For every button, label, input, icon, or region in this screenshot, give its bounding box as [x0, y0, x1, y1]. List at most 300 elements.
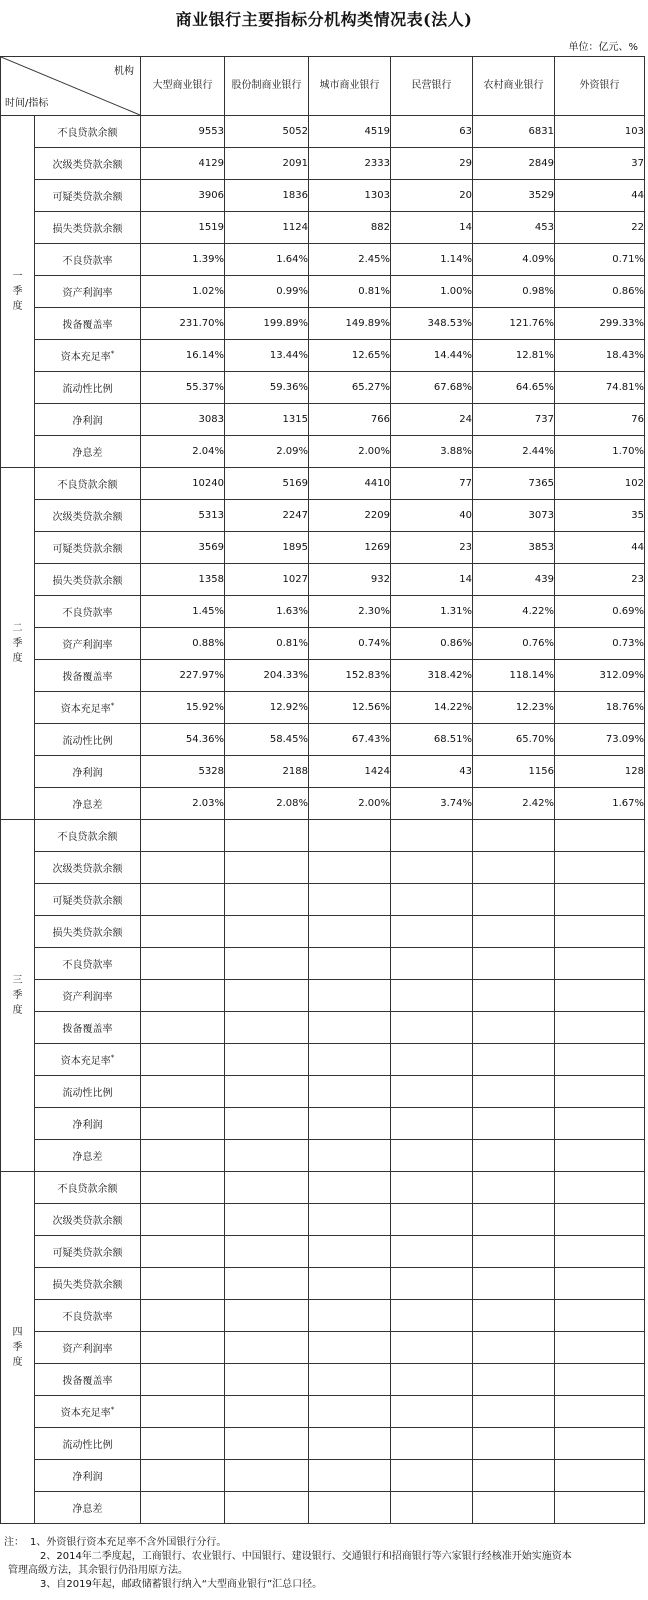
indicator-table	[0, 56, 645, 1524]
data-cell	[473, 1332, 555, 1364]
data-cell: 3569	[141, 532, 225, 564]
data-cell	[473, 1076, 555, 1108]
data-cell: 0.98%	[473, 276, 555, 308]
data-cell: 103	[555, 116, 645, 148]
data-cell	[225, 852, 309, 884]
data-cell	[555, 1204, 645, 1236]
footnote-marker: *	[110, 701, 115, 710]
indicator-label: 资本充足率*	[35, 340, 141, 372]
data-cell	[141, 1140, 225, 1172]
data-cell: 22	[555, 212, 645, 244]
indicator-label: 净息差	[35, 1492, 141, 1524]
table-body	[1, 116, 645, 1524]
data-cell	[555, 1460, 645, 1492]
data-cell: 1.45%	[141, 596, 225, 628]
column-header: 大型商业银行	[141, 57, 225, 116]
data-cell: 14	[391, 564, 473, 596]
data-cell: 1027	[225, 564, 309, 596]
data-cell: 2209	[309, 500, 391, 532]
data-cell: 204.33%	[225, 660, 309, 692]
data-cell: 15.92%	[141, 692, 225, 724]
footnote-text: 管理高级方法，其余银行仍沿用原方法。	[8, 1565, 188, 1576]
unit-label: 单位：亿元、%	[568, 42, 638, 53]
data-cell	[391, 1396, 473, 1428]
data-cell	[555, 1108, 645, 1140]
data-cell: 439	[473, 564, 555, 596]
data-cell: 5052	[225, 116, 309, 148]
data-cell	[391, 1012, 473, 1044]
data-cell	[141, 1428, 225, 1460]
data-cell	[473, 820, 555, 852]
table-row	[1, 596, 645, 628]
data-cell	[473, 1140, 555, 1172]
data-cell: 299.33%	[555, 308, 645, 340]
footnote-marker: *	[110, 349, 115, 358]
data-cell	[309, 1172, 391, 1204]
quarter-label: 四 季 度	[1, 1172, 35, 1524]
data-cell: 3.74%	[391, 788, 473, 820]
data-cell	[473, 1012, 555, 1044]
indicator-label: 可疑类贷款余额	[35, 884, 141, 916]
data-cell	[473, 1044, 555, 1076]
table-row	[1, 660, 645, 692]
table-row	[1, 180, 645, 212]
data-cell	[555, 1428, 645, 1460]
table-row	[1, 1332, 645, 1364]
data-cell	[391, 1300, 473, 1332]
table-row	[1, 1428, 645, 1460]
data-cell	[555, 948, 645, 980]
table-row	[1, 308, 645, 340]
indicator-label: 净利润	[35, 1460, 141, 1492]
data-cell	[391, 1140, 473, 1172]
data-cell	[473, 1172, 555, 1204]
table-row	[1, 628, 645, 660]
header-corner	[1, 57, 141, 116]
data-cell: 2.00%	[309, 788, 391, 820]
data-cell	[225, 1332, 309, 1364]
data-cell: 932	[309, 564, 391, 596]
column-header: 股份制商业银行	[225, 57, 309, 116]
data-cell: 118.14%	[473, 660, 555, 692]
data-cell: 1519	[141, 212, 225, 244]
quarter-label: 二 季 度	[1, 468, 35, 820]
corner-institution-label: 机构	[114, 66, 134, 77]
indicator-label: 损失类贷款余额	[35, 1268, 141, 1300]
indicator-label: 可疑类贷款余额	[35, 180, 141, 212]
data-cell	[141, 1044, 225, 1076]
data-cell: 54.36%	[141, 724, 225, 756]
data-cell	[309, 1108, 391, 1140]
data-cell	[309, 980, 391, 1012]
data-cell	[473, 1108, 555, 1140]
table-row	[1, 1268, 645, 1300]
data-cell	[225, 1268, 309, 1300]
data-cell	[309, 820, 391, 852]
data-cell	[309, 916, 391, 948]
table-row	[1, 1044, 645, 1076]
data-cell: 1.02%	[141, 276, 225, 308]
data-cell: 24	[391, 404, 473, 436]
data-cell: 312.09%	[555, 660, 645, 692]
data-cell	[391, 1460, 473, 1492]
footnote-label: 注：	[4, 1537, 24, 1548]
data-cell: 14.44%	[391, 340, 473, 372]
data-cell: 318.42%	[391, 660, 473, 692]
data-cell	[225, 1076, 309, 1108]
table-row	[1, 1012, 645, 1044]
data-cell	[555, 1236, 645, 1268]
data-cell: 453	[473, 212, 555, 244]
data-cell	[309, 1236, 391, 1268]
data-cell: 4410	[309, 468, 391, 500]
data-cell	[141, 1332, 225, 1364]
data-cell	[225, 1364, 309, 1396]
data-cell: 43	[391, 756, 473, 788]
indicator-label: 流动性比例	[35, 372, 141, 404]
data-cell	[555, 1396, 645, 1428]
data-cell	[391, 1364, 473, 1396]
data-cell	[473, 980, 555, 1012]
data-cell: 4519	[309, 116, 391, 148]
data-cell	[555, 1012, 645, 1044]
data-cell	[555, 1044, 645, 1076]
data-cell	[225, 1012, 309, 1044]
data-cell	[473, 1460, 555, 1492]
data-cell	[141, 1268, 225, 1300]
data-cell: 76	[555, 404, 645, 436]
data-cell	[391, 1172, 473, 1204]
data-cell	[141, 1108, 225, 1140]
data-cell	[309, 1076, 391, 1108]
footnote-text: 1、外资银行资本充足率不含外国银行分行。	[30, 1537, 227, 1548]
indicator-label: 净息差	[35, 436, 141, 468]
data-cell: 29	[391, 148, 473, 180]
data-cell	[309, 1300, 391, 1332]
data-cell	[391, 1204, 473, 1236]
column-header: 外资银行	[555, 57, 645, 116]
data-cell: 63	[391, 116, 473, 148]
data-cell	[309, 1268, 391, 1300]
data-cell: 3073	[473, 500, 555, 532]
data-cell: 2091	[225, 148, 309, 180]
data-cell: 40	[391, 500, 473, 532]
data-cell	[473, 1428, 555, 1460]
table-row	[1, 116, 645, 148]
data-cell: 3.88%	[391, 436, 473, 468]
data-cell: 1.00%	[391, 276, 473, 308]
quarter-label: 三 季 度	[1, 820, 35, 1172]
data-cell: 2.00%	[309, 436, 391, 468]
indicator-label: 次级类贷款余额	[35, 1204, 141, 1236]
data-cell: 2.44%	[473, 436, 555, 468]
data-cell	[309, 1460, 391, 1492]
indicator-label: 损失类贷款余额	[35, 916, 141, 948]
data-cell	[473, 948, 555, 980]
column-header: 城市商业银行	[309, 57, 391, 116]
data-cell	[141, 1076, 225, 1108]
table-row	[1, 724, 645, 756]
data-cell	[555, 980, 645, 1012]
data-cell: 149.89%	[309, 308, 391, 340]
table-row	[1, 820, 645, 852]
indicator-label: 不良贷款余额	[35, 1172, 141, 1204]
data-cell	[555, 1492, 645, 1524]
data-cell: 4.09%	[473, 244, 555, 276]
data-cell: 12.65%	[309, 340, 391, 372]
data-cell	[555, 1332, 645, 1364]
footnote-line	[4, 1550, 640, 1564]
data-cell: 12.23%	[473, 692, 555, 724]
data-cell	[141, 916, 225, 948]
data-cell	[225, 820, 309, 852]
table-row	[1, 1140, 645, 1172]
data-cell: 0.81%	[225, 628, 309, 660]
data-cell: 0.76%	[473, 628, 555, 660]
data-cell: 2333	[309, 148, 391, 180]
data-cell: 2188	[225, 756, 309, 788]
table-row	[1, 756, 645, 788]
data-cell: 737	[473, 404, 555, 436]
data-cell	[141, 1300, 225, 1332]
data-cell: 20	[391, 180, 473, 212]
data-cell	[555, 1172, 645, 1204]
indicator-label: 净息差	[35, 1140, 141, 1172]
table-title: 商业银行主要指标分机构类情况表(法人)	[175, 10, 473, 29]
data-cell: 0.73%	[555, 628, 645, 660]
table-row	[1, 1236, 645, 1268]
table-row	[1, 500, 645, 532]
data-cell: 1315	[225, 404, 309, 436]
data-cell: 6831	[473, 116, 555, 148]
indicator-label: 拨备覆盖率	[35, 308, 141, 340]
data-cell: 18.76%	[555, 692, 645, 724]
data-cell: 12.92%	[225, 692, 309, 724]
data-cell: 23	[391, 532, 473, 564]
indicator-label: 不良贷款率	[35, 948, 141, 980]
data-cell: 1303	[309, 180, 391, 212]
indicator-label: 可疑类贷款余额	[35, 1236, 141, 1268]
indicator-label: 资本充足率*	[35, 1044, 141, 1076]
header-row	[1, 57, 645, 116]
table-row	[1, 1300, 645, 1332]
data-cell: 2.04%	[141, 436, 225, 468]
data-cell	[225, 1204, 309, 1236]
data-cell	[309, 884, 391, 916]
data-cell: 1424	[309, 756, 391, 788]
data-cell: 74.81%	[555, 372, 645, 404]
data-cell: 1124	[225, 212, 309, 244]
data-cell: 10240	[141, 468, 225, 500]
indicator-label: 资产利润率	[35, 276, 141, 308]
data-cell	[225, 1236, 309, 1268]
data-cell: 3853	[473, 532, 555, 564]
table-row	[1, 276, 645, 308]
data-cell: 1.64%	[225, 244, 309, 276]
indicator-label: 净息差	[35, 788, 141, 820]
data-cell	[391, 1268, 473, 1300]
table-row	[1, 1204, 645, 1236]
footnote-line	[4, 1578, 640, 1592]
data-cell	[309, 948, 391, 980]
data-cell	[225, 1140, 309, 1172]
data-cell	[225, 1172, 309, 1204]
column-header: 农村商业银行	[473, 57, 555, 116]
data-cell	[473, 1268, 555, 1300]
data-cell: 199.89%	[225, 308, 309, 340]
indicator-label: 资本充足率*	[35, 692, 141, 724]
data-cell	[391, 916, 473, 948]
data-cell: 9553	[141, 116, 225, 148]
data-cell	[141, 1396, 225, 1428]
table-row	[1, 948, 645, 980]
data-cell: 5328	[141, 756, 225, 788]
data-cell: 14.22%	[391, 692, 473, 724]
data-cell: 44	[555, 180, 645, 212]
data-cell: 65.27%	[309, 372, 391, 404]
data-cell: 3083	[141, 404, 225, 436]
data-cell	[391, 980, 473, 1012]
table-row	[1, 212, 645, 244]
indicator-label: 流动性比例	[35, 1076, 141, 1108]
data-cell: 1.70%	[555, 436, 645, 468]
data-cell: 0.81%	[309, 276, 391, 308]
indicator-label: 拨备覆盖率	[35, 1364, 141, 1396]
data-cell: 77	[391, 468, 473, 500]
data-cell	[141, 1172, 225, 1204]
footnote-line	[4, 1564, 640, 1578]
data-cell: 2.09%	[225, 436, 309, 468]
data-cell	[555, 852, 645, 884]
data-cell: 1269	[309, 532, 391, 564]
data-cell	[473, 1300, 555, 1332]
footnotes	[4, 1536, 640, 1592]
table-row	[1, 340, 645, 372]
data-cell	[391, 1108, 473, 1140]
table-row	[1, 1492, 645, 1524]
corner-time-indicator-label: 时间/指标	[5, 98, 49, 109]
data-cell: 59.36%	[225, 372, 309, 404]
data-cell: 0.71%	[555, 244, 645, 276]
data-cell: 128	[555, 756, 645, 788]
data-cell: 65.70%	[473, 724, 555, 756]
data-cell: 67.68%	[391, 372, 473, 404]
data-cell: 16.14%	[141, 340, 225, 372]
table-row	[1, 1076, 645, 1108]
data-cell	[309, 1492, 391, 1524]
footnote-marker: *	[110, 1405, 115, 1414]
table-row	[1, 788, 645, 820]
data-cell: 5169	[225, 468, 309, 500]
data-cell	[555, 1140, 645, 1172]
data-cell: 13.44%	[225, 340, 309, 372]
data-cell: 2.30%	[309, 596, 391, 628]
data-cell	[309, 1204, 391, 1236]
data-cell: 2.08%	[225, 788, 309, 820]
data-cell	[225, 1396, 309, 1428]
data-cell: 7365	[473, 468, 555, 500]
data-cell	[473, 916, 555, 948]
data-cell	[309, 1332, 391, 1364]
table-row	[1, 852, 645, 884]
indicator-label: 不良贷款率	[35, 244, 141, 276]
data-cell	[141, 884, 225, 916]
indicator-label: 次级类贷款余额	[35, 500, 141, 532]
data-cell: 2.42%	[473, 788, 555, 820]
data-cell: 3529	[473, 180, 555, 212]
data-cell: 14	[391, 212, 473, 244]
data-cell	[225, 948, 309, 980]
indicator-label: 损失类贷款余额	[35, 564, 141, 596]
data-cell	[555, 916, 645, 948]
indicator-label: 拨备覆盖率	[35, 1012, 141, 1044]
data-cell: 227.97%	[141, 660, 225, 692]
data-cell	[141, 1460, 225, 1492]
indicator-label: 净利润	[35, 756, 141, 788]
indicator-label: 次级类贷款余额	[35, 148, 141, 180]
data-cell	[141, 1204, 225, 1236]
data-cell	[555, 1364, 645, 1396]
data-cell	[473, 1204, 555, 1236]
data-cell	[225, 1428, 309, 1460]
data-cell	[225, 884, 309, 916]
data-cell	[391, 948, 473, 980]
data-cell	[309, 1140, 391, 1172]
data-cell: 12.81%	[473, 340, 555, 372]
data-cell: 1358	[141, 564, 225, 596]
table-row	[1, 468, 645, 500]
table-row	[1, 1460, 645, 1492]
data-cell: 12.56%	[309, 692, 391, 724]
table-row	[1, 372, 645, 404]
data-cell: 121.76%	[473, 308, 555, 340]
footnote-text: 3、自2019年起，邮政储蓄银行纳入“大型商业银行”汇总口径。	[40, 1579, 323, 1590]
data-cell: 152.83%	[309, 660, 391, 692]
data-cell	[141, 1492, 225, 1524]
data-cell	[309, 1396, 391, 1428]
table-row	[1, 436, 645, 468]
indicator-label: 不良贷款余额	[35, 116, 141, 148]
footnote-line	[4, 1536, 640, 1550]
data-cell: 0.69%	[555, 596, 645, 628]
data-cell: 1156	[473, 756, 555, 788]
data-cell	[225, 1460, 309, 1492]
data-cell	[141, 852, 225, 884]
data-cell: 882	[309, 212, 391, 244]
data-cell: 348.53%	[391, 308, 473, 340]
indicator-label: 资产利润率	[35, 628, 141, 660]
data-cell: 44	[555, 532, 645, 564]
indicator-label: 可疑类贷款余额	[35, 532, 141, 564]
footnote-text: 2、2014年二季度起，工商银行、农业银行、中国银行、建设银行、交通银行和招商银行等六家银行经核准开始实施资本	[40, 1551, 572, 1562]
table-row	[1, 1172, 645, 1204]
indicator-label: 流动性比例	[35, 1428, 141, 1460]
data-cell	[141, 1236, 225, 1268]
data-cell: 4.22%	[473, 596, 555, 628]
data-cell	[473, 884, 555, 916]
data-cell	[391, 1044, 473, 1076]
data-cell	[225, 1492, 309, 1524]
data-cell: 1895	[225, 532, 309, 564]
data-cell	[391, 820, 473, 852]
data-cell	[225, 1300, 309, 1332]
table-row	[1, 692, 645, 724]
data-cell	[141, 980, 225, 1012]
indicator-label: 不良贷款余额	[35, 820, 141, 852]
footnote-marker: *	[110, 1053, 115, 1062]
data-cell: 35	[555, 500, 645, 532]
data-cell: 231.70%	[141, 308, 225, 340]
